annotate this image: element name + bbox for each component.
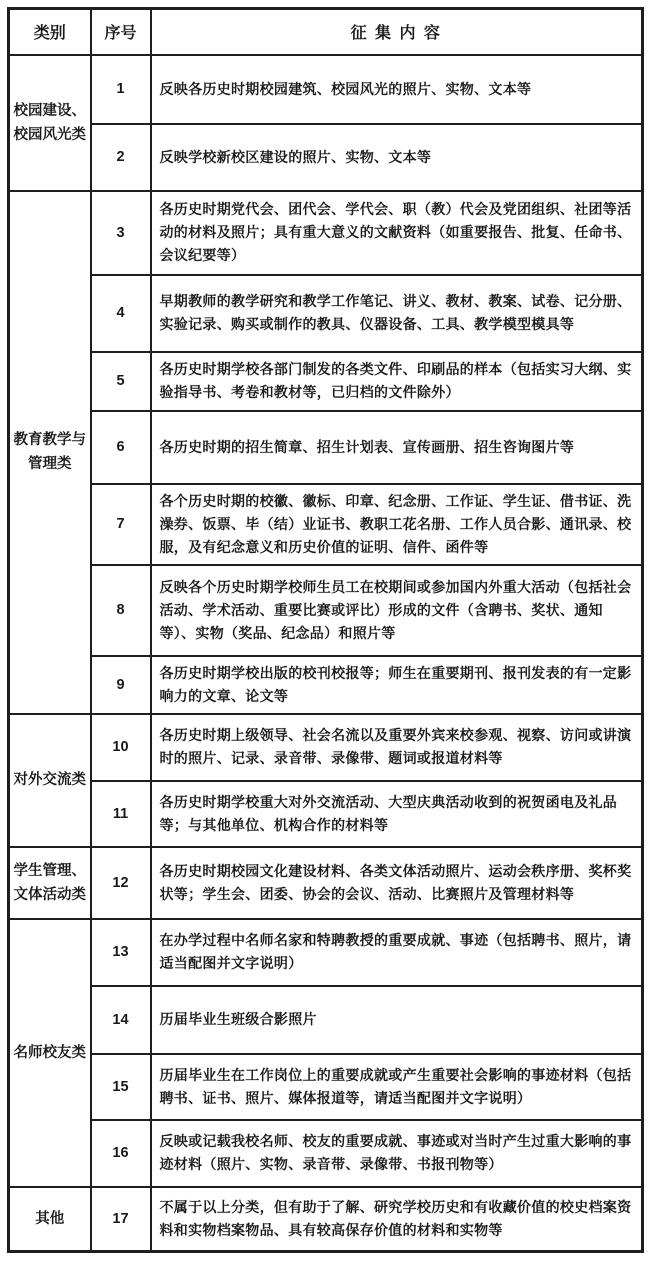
content-cell: 各历史时期的招生简章、招生计划表、宣传画册、招生咨询图片等 <box>151 411 643 484</box>
content-cell: 各历史时期党代会、团代会、学代会、职（教）代会及党团组织、社团等活动的材料及照片；具有重大意义的文献资料（如重要报告、批复、任命书、会议纪要等） <box>151 191 643 275</box>
row-number: 16 <box>91 1120 151 1187</box>
row-number: 11 <box>91 781 151 847</box>
row-number: 8 <box>91 565 151 656</box>
table-row <box>9 565 643 656</box>
content-cell: 各历史时期学校出版的校刊校报等；师生在重要期刊、报刊发表的有一定影响力的文章、论文等 <box>151 656 643 714</box>
table-row <box>9 124 643 191</box>
table-row <box>9 55 643 124</box>
row-number: 13 <box>91 919 151 986</box>
header-number: 序号 <box>91 9 151 55</box>
category-cell: 其他 <box>9 1187 91 1252</box>
row-number: 2 <box>91 124 151 191</box>
row-number: 6 <box>91 411 151 484</box>
row-number: 3 <box>91 191 151 275</box>
content-cell: 各历史时期学校重大对外交流活动、大型庆典活动收到的祝贺函电及礼品等；与其他单位、机构合作的材料等 <box>151 781 643 847</box>
row-number: 14 <box>91 986 151 1054</box>
content-cell: 各历史时期上级领导、社会名流以及重要外宾来校参观、视察、访问或讲演时的照片、记录、录音带、录像带、题词或报道材料等 <box>151 714 643 781</box>
table-row <box>9 1187 643 1252</box>
table-row <box>9 919 643 986</box>
table-row <box>9 986 643 1054</box>
collection-table <box>7 7 644 1253</box>
content-cell: 反映或记载我校名师、校友的重要成就、事迹或对当时产生过重大影响的事迹材料（照片、实物、录音带、录像带、书报刊物等） <box>151 1120 643 1187</box>
table-header-row <box>9 9 643 55</box>
category-cell: 教育教学与管理类 <box>9 191 91 714</box>
content-cell: 各历史时期校园文化建设材料、各类文体活动照片、运动会秩序册、奖杯奖状等；学生会、团委、协会的会议、活动、比赛照片及管理材料等 <box>151 847 643 919</box>
category-cell: 学生管理、文体活动类 <box>9 847 91 919</box>
row-number: 1 <box>91 55 151 124</box>
content-cell: 不属于以上分类，但有助于了解、研究学校历史和有收藏价值的校史档案资料和实物档案物品、具有较高保存价值的材料和实物等 <box>151 1187 643 1252</box>
content-cell: 在办学过程中名师名家和特聘教授的重要成就、事迹（包括聘书、照片，请适当配图并文字说明） <box>151 919 643 986</box>
row-number: 17 <box>91 1187 151 1252</box>
content-cell: 反映各个历史时期学校师生员工在校期间或参加国内外重大活动（包括社会活动、学术活动、重要比赛或评比）形成的文件（含聘书、奖状、通知等）、实物（奖品、纪念品）和照片等 <box>151 565 643 656</box>
table-row <box>9 1120 643 1187</box>
content-cell: 早期教师的教学研究和教学工作笔记、讲义、教材、教案、试卷、记分册、实验记录、购买或制作的教具、仪器设备、工具、教学模型模具等 <box>151 275 643 352</box>
header-content: 征 集 内 容 <box>151 9 643 55</box>
header-category: 类别 <box>9 9 91 55</box>
category-cell: 校园建设、校园风光类 <box>9 55 91 191</box>
content-cell: 反映学校新校区建设的照片、实物、文本等 <box>151 124 643 191</box>
row-number: 15 <box>91 1054 151 1120</box>
table-row <box>9 411 643 484</box>
category-cell: 名师校友类 <box>9 919 91 1187</box>
content-cell: 历届毕业生在工作岗位上的重要成就或产生重要社会影响的事迹材料（包括聘书、证书、照片、媒体报道等，请适当配图并文字说明） <box>151 1054 643 1120</box>
table-row <box>9 714 643 781</box>
table-row <box>9 1054 643 1120</box>
row-number: 9 <box>91 656 151 714</box>
row-number: 5 <box>91 352 151 411</box>
table-row <box>9 484 643 565</box>
table-row <box>9 352 643 411</box>
content-cell: 反映各历史时期校园建筑、校园风光的照片、实物、文本等 <box>151 55 643 124</box>
content-cell: 各个历史时期的校徽、徽标、印章、纪念册、工作证、学生证、借书证、洗澡券、饭票、毕（结）业证书、教职工花名册、工作人员合影、通讯录、校服，及有纪念意义和历史价值的证明、信件、函件等 <box>151 484 643 565</box>
table-row <box>9 656 643 714</box>
table-row <box>9 847 643 919</box>
content-cell: 历届毕业生班级合影照片 <box>151 986 643 1054</box>
table-row <box>9 191 643 275</box>
content-cell: 各历史时期学校各部门制发的各类文件、印刷品的样本（包括实习大纲、实验指导书、考卷和教材等，已归档的文件除外） <box>151 352 643 411</box>
table-row <box>9 781 643 847</box>
row-number: 10 <box>91 714 151 781</box>
category-cell: 对外交流类 <box>9 714 91 847</box>
table-row <box>9 275 643 352</box>
row-number: 12 <box>91 847 151 919</box>
row-number: 4 <box>91 275 151 352</box>
row-number: 7 <box>91 484 151 565</box>
